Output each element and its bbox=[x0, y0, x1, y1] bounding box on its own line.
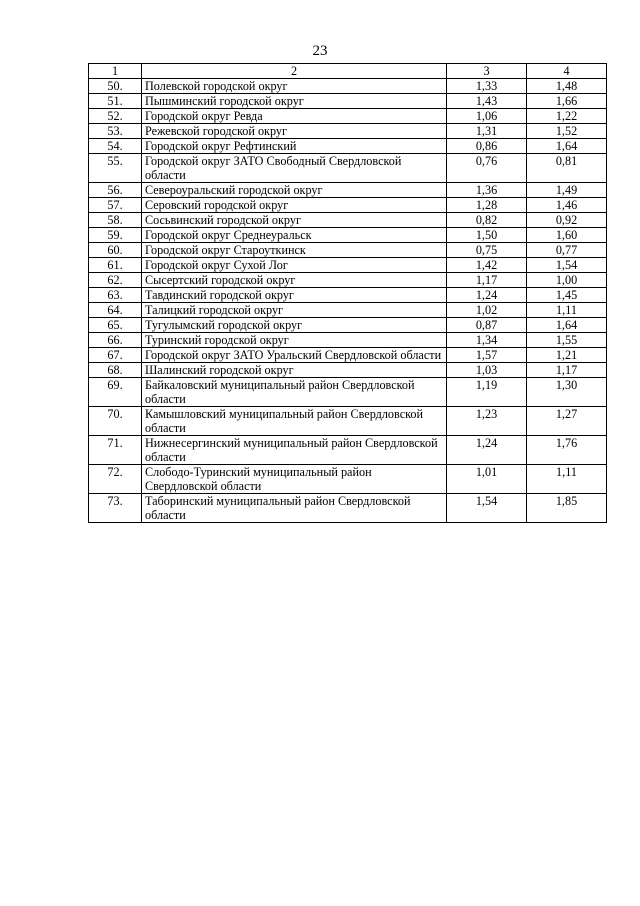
row-number-cell: 63. bbox=[89, 288, 142, 303]
table-row bbox=[89, 139, 607, 154]
row-number-cell: 52. bbox=[89, 109, 142, 124]
value-col4-cell: 1,48 bbox=[527, 79, 607, 94]
value-col4-cell: 1,66 bbox=[527, 94, 607, 109]
value-col4-cell: 1,52 bbox=[527, 124, 607, 139]
municipality-name-cell: Городской округ Сухой Лог bbox=[142, 258, 447, 273]
value-col4-cell: 1,60 bbox=[527, 228, 607, 243]
table-row bbox=[89, 154, 607, 183]
row-number-cell: 66. bbox=[89, 333, 142, 348]
municipality-name-cell: Городской округ Староуткинск bbox=[142, 243, 447, 258]
value-col4-cell: 1,45 bbox=[527, 288, 607, 303]
value-col4-cell: 1,49 bbox=[527, 183, 607, 198]
value-col4-cell: 1,64 bbox=[527, 318, 607, 333]
municipality-name-cell: Североуральский городской округ bbox=[142, 183, 447, 198]
row-number-cell: 50. bbox=[89, 79, 142, 94]
value-col4-cell: 1,64 bbox=[527, 139, 607, 154]
value-col4-cell: 1,21 bbox=[527, 348, 607, 363]
municipality-name-cell: Пышминский городской округ bbox=[142, 94, 447, 109]
table-row bbox=[89, 407, 607, 436]
column-header-4: 4 bbox=[527, 64, 607, 79]
value-col4-cell: 1,11 bbox=[527, 465, 607, 494]
value-col4-cell: 1,17 bbox=[527, 363, 607, 378]
row-number-cell: 64. bbox=[89, 303, 142, 318]
municipality-name-cell: Слободо-Туринский муниципальный район Свердловской области bbox=[142, 465, 447, 494]
value-col3-cell: 1,28 bbox=[447, 198, 527, 213]
table-row bbox=[89, 228, 607, 243]
value-col3-cell: 1,34 bbox=[447, 333, 527, 348]
value-col4-cell: 0,81 bbox=[527, 154, 607, 183]
row-number-cell: 60. bbox=[89, 243, 142, 258]
value-col3-cell: 1,03 bbox=[447, 363, 527, 378]
value-col3-cell: 1,33 bbox=[447, 79, 527, 94]
row-number-cell: 73. bbox=[89, 494, 142, 523]
table-row bbox=[89, 378, 607, 407]
value-col4-cell: 1,27 bbox=[527, 407, 607, 436]
table-row bbox=[89, 494, 607, 523]
row-number-cell: 54. bbox=[89, 139, 142, 154]
data-table bbox=[88, 63, 607, 523]
table-row bbox=[89, 333, 607, 348]
municipality-name-cell: Туринский городской округ bbox=[142, 333, 447, 348]
table-row bbox=[89, 348, 607, 363]
row-number-cell: 72. bbox=[89, 465, 142, 494]
table-row bbox=[89, 109, 607, 124]
value-col4-cell: 0,77 bbox=[527, 243, 607, 258]
row-number-cell: 55. bbox=[89, 154, 142, 183]
column-header-2: 2 bbox=[142, 64, 447, 79]
value-col3-cell: 0,76 bbox=[447, 154, 527, 183]
value-col3-cell: 1,24 bbox=[447, 288, 527, 303]
row-number-cell: 65. bbox=[89, 318, 142, 333]
row-number-cell: 68. bbox=[89, 363, 142, 378]
row-number-cell: 62. bbox=[89, 273, 142, 288]
table-body bbox=[89, 79, 607, 523]
municipality-name-cell: Байкаловский муниципальный район Свердловской области bbox=[142, 378, 447, 407]
value-col3-cell: 1,36 bbox=[447, 183, 527, 198]
municipality-name-cell: Полевской городской округ bbox=[142, 79, 447, 94]
value-col3-cell: 1,02 bbox=[447, 303, 527, 318]
value-col3-cell: 0,87 bbox=[447, 318, 527, 333]
row-number-cell: 53. bbox=[89, 124, 142, 139]
value-col4-cell: 1,76 bbox=[527, 436, 607, 465]
municipality-name-cell: Таборинский муниципальный район Свердловской области bbox=[142, 494, 447, 523]
municipality-name-cell: Тавдинский городской округ bbox=[142, 288, 447, 303]
table-row bbox=[89, 79, 607, 94]
table-row bbox=[89, 363, 607, 378]
table-row bbox=[89, 94, 607, 109]
value-col4-cell: 1,54 bbox=[527, 258, 607, 273]
row-number-cell: 51. bbox=[89, 94, 142, 109]
row-number-cell: 57. bbox=[89, 198, 142, 213]
table-row bbox=[89, 303, 607, 318]
value-col3-cell: 1,06 bbox=[447, 109, 527, 124]
value-col3-cell: 0,82 bbox=[447, 213, 527, 228]
table-header-row bbox=[89, 64, 607, 79]
value-col3-cell: 0,86 bbox=[447, 139, 527, 154]
value-col3-cell: 1,17 bbox=[447, 273, 527, 288]
value-col3-cell: 1,24 bbox=[447, 436, 527, 465]
row-number-cell: 59. bbox=[89, 228, 142, 243]
municipality-name-cell: Талицкий городской округ bbox=[142, 303, 447, 318]
value-col3-cell: 1,01 bbox=[447, 465, 527, 494]
table-row bbox=[89, 465, 607, 494]
value-col3-cell: 1,23 bbox=[447, 407, 527, 436]
value-col3-cell: 1,54 bbox=[447, 494, 527, 523]
table-row bbox=[89, 288, 607, 303]
value-col3-cell: 1,43 bbox=[447, 94, 527, 109]
row-number-cell: 58. bbox=[89, 213, 142, 228]
table-row bbox=[89, 318, 607, 333]
row-number-cell: 69. bbox=[89, 378, 142, 407]
value-col3-cell: 1,19 bbox=[447, 378, 527, 407]
row-number-cell: 67. bbox=[89, 348, 142, 363]
value-col4-cell: 0,92 bbox=[527, 213, 607, 228]
row-number-cell: 71. bbox=[89, 436, 142, 465]
municipality-name-cell: Шалинский городской округ bbox=[142, 363, 447, 378]
value-col4-cell: 1,46 bbox=[527, 198, 607, 213]
municipality-name-cell: Режевской городской округ bbox=[142, 124, 447, 139]
column-header-3: 3 bbox=[447, 64, 527, 79]
page-number: 23 bbox=[312, 43, 328, 59]
value-col3-cell: 0,75 bbox=[447, 243, 527, 258]
table-row bbox=[89, 258, 607, 273]
value-col3-cell: 1,31 bbox=[447, 124, 527, 139]
row-number-cell: 70. bbox=[89, 407, 142, 436]
municipality-name-cell: Городской округ ЗАТО Уральский Свердловской области bbox=[142, 348, 447, 363]
table-row bbox=[89, 243, 607, 258]
municipality-name-cell: Сосьвинский городской округ bbox=[142, 213, 447, 228]
table-row bbox=[89, 436, 607, 465]
municipality-name-cell: Нижнесергинский муниципальный район Свердловской области bbox=[142, 436, 447, 465]
municipality-name-cell: Городской округ ЗАТО Свободный Свердловской области bbox=[142, 154, 447, 183]
municipality-name-cell: Городской округ Ревда bbox=[142, 109, 447, 124]
municipality-name-cell: Сысертский городской округ bbox=[142, 273, 447, 288]
table-row bbox=[89, 183, 607, 198]
value-col3-cell: 1,57 bbox=[447, 348, 527, 363]
municipality-name-cell: Тугулымский городской округ bbox=[142, 318, 447, 333]
municipality-name-cell: Камышловский муниципальный район Свердловской области bbox=[142, 407, 447, 436]
value-col3-cell: 1,42 bbox=[447, 258, 527, 273]
row-number-cell: 56. bbox=[89, 183, 142, 198]
value-col4-cell: 1,11 bbox=[527, 303, 607, 318]
value-col4-cell: 1,30 bbox=[527, 378, 607, 407]
table-row bbox=[89, 124, 607, 139]
value-col3-cell: 1,50 bbox=[447, 228, 527, 243]
value-col4-cell: 1,22 bbox=[527, 109, 607, 124]
row-number-cell: 61. bbox=[89, 258, 142, 273]
municipality-name-cell: Серовский городской округ bbox=[142, 198, 447, 213]
table-row bbox=[89, 198, 607, 213]
municipality-name-cell: Городской округ Рефтинский bbox=[142, 139, 447, 154]
column-header-1: 1 bbox=[89, 64, 142, 79]
value-col4-cell: 1,55 bbox=[527, 333, 607, 348]
table-row bbox=[89, 213, 607, 228]
municipality-name-cell: Городской округ Среднеуральск bbox=[142, 228, 447, 243]
value-col4-cell: 1,00 bbox=[527, 273, 607, 288]
table-row bbox=[89, 273, 607, 288]
value-col4-cell: 1,85 bbox=[527, 494, 607, 523]
